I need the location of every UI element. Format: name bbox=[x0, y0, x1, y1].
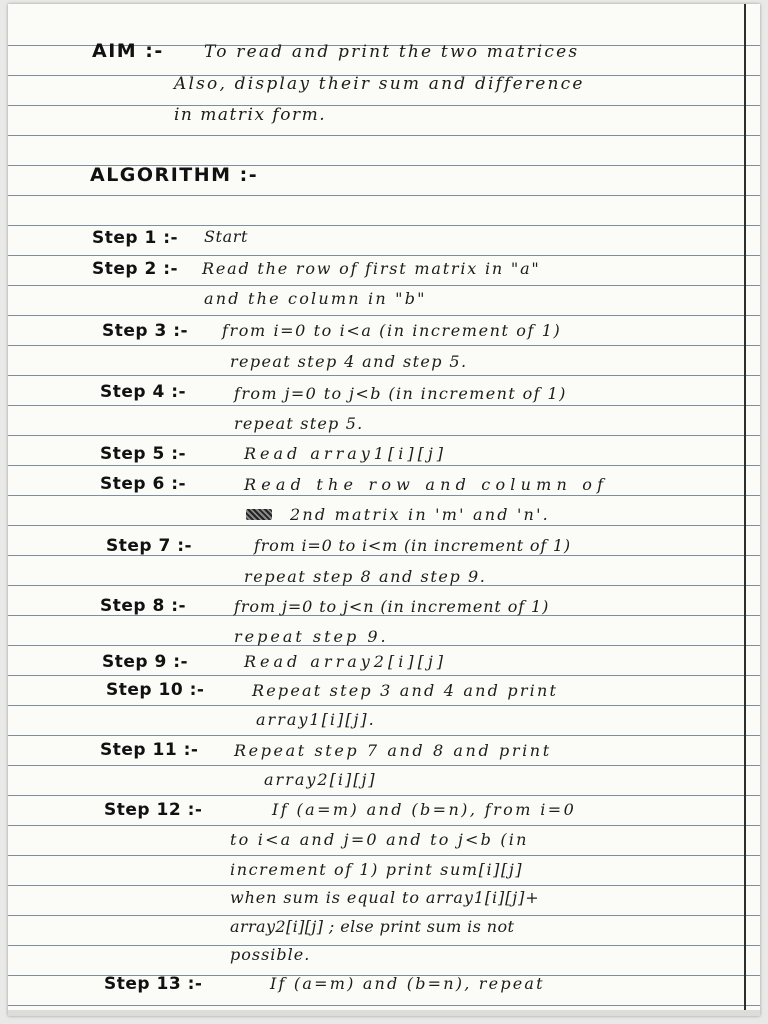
step-4-text-2: repeat step 5. bbox=[234, 414, 364, 433]
step-2-text-1: Read the row of first matrix in "a" bbox=[202, 259, 541, 278]
step-2-text-2: and the column in "b" bbox=[204, 289, 427, 308]
page-margin-line bbox=[744, 4, 746, 1016]
step-7-label: Step 7 :- bbox=[106, 536, 193, 556]
step-11-label: Step 11 :- bbox=[100, 740, 199, 760]
step-12-text-5: array2[i][j] ; else print sum is not bbox=[230, 917, 515, 936]
step-1-text: Start bbox=[204, 227, 249, 246]
notebook-page bbox=[8, 4, 760, 1016]
aim-label: AIM :- bbox=[92, 40, 164, 62]
step-12-text-3: increment of 1) print sum[i][j] bbox=[230, 860, 524, 879]
step-3-label: Step 3 :- bbox=[102, 321, 189, 341]
step-10-label: Step 10 :- bbox=[106, 680, 205, 700]
step-6-text-2: 2nd matrix in 'm' and 'n'. bbox=[290, 505, 550, 524]
step-7-text-2: repeat step 8 and step 9. bbox=[244, 567, 487, 586]
algorithm-heading: ALGORITHM :- bbox=[90, 164, 259, 186]
step-12-text-6: possible. bbox=[230, 945, 311, 964]
step-9-text: Read array2[i][j] bbox=[244, 652, 448, 671]
aim-line-1: To read and print the two matrices bbox=[204, 42, 580, 62]
step-4-label: Step 4 :- bbox=[100, 382, 187, 402]
step-4-text-1: from j=0 to j<b (in increment of 1) bbox=[234, 384, 567, 403]
aim-line-2: Also, display their sum and difference bbox=[174, 74, 585, 94]
step-8-text-2: repeat step 9. bbox=[234, 627, 389, 646]
step-11-text-2: array2[i][j] bbox=[264, 770, 377, 789]
step-2-label: Step 2 :- bbox=[92, 259, 179, 279]
step-12-label: Step 12 :- bbox=[104, 800, 203, 820]
step-5-text: Read array1[i][j] bbox=[244, 444, 448, 463]
step-12-text-4: when sum is equal to array1[i][j]+ bbox=[230, 888, 540, 907]
step-13-label: Step 13 :- bbox=[104, 974, 203, 994]
step-3-text-1: from i=0 to i<a (in increment of 1) bbox=[222, 321, 562, 340]
step-8-text-1: from j=0 to j<n (in increment of 1) bbox=[234, 597, 550, 616]
step-9-label: Step 9 :- bbox=[102, 652, 189, 672]
step-1-label: Step 1 :- bbox=[92, 228, 179, 248]
step-6-text-1: Read the row and column of bbox=[244, 475, 609, 494]
step-13-text: If (a=m) and (b=n), repeat bbox=[270, 974, 545, 993]
page-bottom-edge bbox=[8, 1010, 760, 1016]
step-10-text-2: array1[i][j]. bbox=[256, 710, 376, 729]
step-6-label: Step 6 :- bbox=[100, 474, 187, 494]
step-5-label: Step 5 :- bbox=[100, 444, 187, 464]
aim-line-3: in matrix form. bbox=[174, 105, 327, 125]
step-7-text-1: from i=0 to i<m (in increment of 1) bbox=[254, 536, 571, 555]
step-10-text-1: Repeat step 3 and 4 and print bbox=[252, 681, 559, 700]
step-11-text-1: Repeat step 7 and 8 and print bbox=[234, 741, 552, 760]
step-12-text-1: If (a=m) and (b=n), from i=0 bbox=[272, 800, 577, 819]
crossed-out-scribble bbox=[246, 509, 272, 520]
step-3-text-2: repeat step 4 and step 5. bbox=[230, 352, 468, 371]
step-8-label: Step 8 :- bbox=[100, 596, 187, 616]
step-12-text-2: to i<a and j=0 and to j<b (in bbox=[230, 830, 529, 849]
